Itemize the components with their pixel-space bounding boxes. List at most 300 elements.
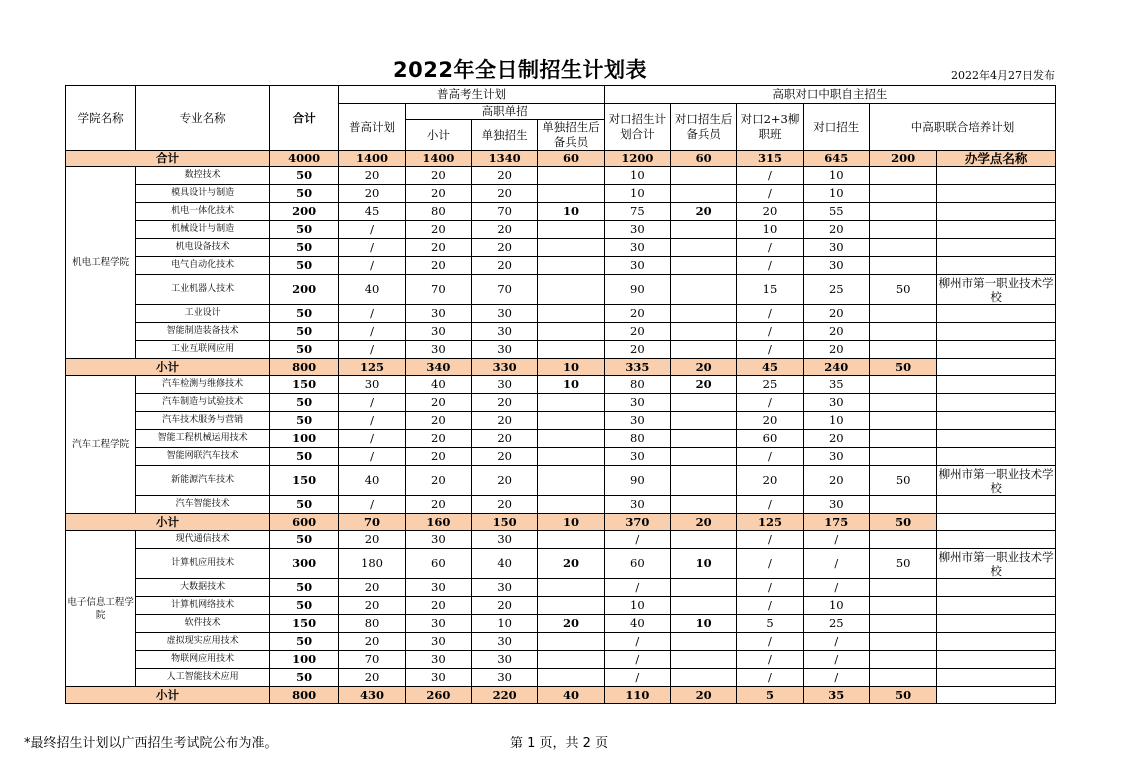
cell-xiaoji: 20 — [405, 597, 471, 615]
cell-total: 100 — [270, 430, 339, 448]
cell-total: 50 — [270, 257, 339, 275]
subtotal-cell: 50 — [869, 359, 936, 376]
cell-dk: 30 — [803, 239, 869, 257]
subtotal-label: 小计 — [66, 687, 270, 704]
table-row — [66, 203, 1056, 221]
cell-dkheji: 20 — [604, 305, 670, 323]
subtotal-cell: 260 — [405, 687, 471, 704]
table-row — [66, 323, 1056, 341]
cell-lh — [869, 221, 936, 239]
cell-total: 50 — [270, 221, 339, 239]
cell-dkbei — [670, 597, 736, 615]
cell-total: 50 — [270, 167, 339, 185]
cell-total: 50 — [270, 341, 339, 359]
site-name-header: 办学点名称 — [937, 151, 1056, 167]
cell-xiaoji: 30 — [405, 341, 471, 359]
major-name: 现代通信技术 — [136, 531, 270, 549]
cell-lh — [869, 167, 936, 185]
header-putong-plan: 普高考生计划 — [339, 86, 604, 104]
cell-dk: 30 — [803, 496, 869, 514]
cell-lh: 50 — [869, 466, 936, 496]
cell-xiaoji: 80 — [405, 203, 471, 221]
cell-total: 50 — [270, 669, 339, 687]
college-name: 电子信息工程学院 — [66, 531, 136, 687]
header-duikou: 对口招生 — [803, 104, 869, 151]
grand-total-cell: 315 — [737, 151, 803, 167]
subtotal-cell: 70 — [339, 514, 405, 531]
cell-dk: 55 — [803, 203, 869, 221]
cell-danzhao: 30 — [472, 376, 538, 394]
site-name — [937, 597, 1056, 615]
cell-lz: 60 — [737, 430, 803, 448]
header-danzhao: 单独招生 — [472, 120, 538, 151]
site-name — [937, 323, 1056, 341]
site-name — [937, 221, 1056, 239]
cell-total: 50 — [270, 323, 339, 341]
cell-pugao: 20 — [339, 167, 405, 185]
cell-danzhao: 20 — [472, 597, 538, 615]
cell-dk: 30 — [803, 394, 869, 412]
site-name — [937, 531, 1056, 549]
cell-pugao: 30 — [339, 376, 405, 394]
cell-xiaoji: 20 — [405, 496, 471, 514]
cell-xiaoji: 20 — [405, 412, 471, 430]
major-name: 人工智能技术应用 — [136, 669, 270, 687]
cell-lz: / — [737, 167, 803, 185]
subtotal-cell: 50 — [869, 687, 936, 704]
cell-lh — [869, 412, 936, 430]
grand-total-cell: 1400 — [405, 151, 471, 167]
cell-danbei — [538, 531, 604, 549]
site-name — [937, 412, 1056, 430]
subtotal-row — [66, 359, 1056, 376]
major-name: 汽车智能技术 — [136, 496, 270, 514]
major-name: 数控技术 — [136, 167, 270, 185]
cell-dkbei — [670, 633, 736, 651]
cell-lh — [869, 496, 936, 514]
site-name — [937, 239, 1056, 257]
cell-dkbei — [670, 466, 736, 496]
table-row — [66, 305, 1056, 323]
site-name — [937, 167, 1056, 185]
cell-lh — [869, 203, 936, 221]
cell-dk: / — [803, 549, 869, 579]
grand-total-cell: 1200 — [604, 151, 670, 167]
cell-xiaoji: 30 — [405, 669, 471, 687]
cell-xiaoji: 30 — [405, 633, 471, 651]
cell-danbei — [538, 579, 604, 597]
table-row — [66, 239, 1056, 257]
cell-dkbei: 20 — [670, 203, 736, 221]
table-row — [66, 394, 1056, 412]
site-name — [937, 305, 1056, 323]
subtotal-cell: 340 — [405, 359, 471, 376]
cell-danzhao: 20 — [472, 394, 538, 412]
cell-danbei — [538, 305, 604, 323]
cell-pugao: 180 — [339, 549, 405, 579]
cell-dk: / — [803, 651, 869, 669]
site-name: 柳州市第一职业技术学校 — [938, 466, 1054, 495]
cell-total: 50 — [270, 579, 339, 597]
cell-lz: 20 — [737, 466, 803, 496]
cell-xiaoji: 20 — [405, 239, 471, 257]
cell-danzhao: 20 — [472, 257, 538, 275]
cell-dkbei — [670, 257, 736, 275]
college-name: 机电工程学院 — [66, 167, 136, 359]
cell-danzhao: 10 — [472, 615, 538, 633]
subtotal-label: 小计 — [66, 359, 270, 376]
cell-lh — [869, 579, 936, 597]
header-liuzhi-class: 对口2+3柳职班 — [737, 104, 803, 151]
cell-danzhao: 30 — [472, 341, 538, 359]
cell-dkheji: 40 — [604, 615, 670, 633]
cell-xiaoji: 30 — [405, 615, 471, 633]
cell-dkbei — [670, 412, 736, 430]
cell-dkheji: 30 — [604, 239, 670, 257]
site-name — [937, 651, 1056, 669]
subtotal-site-blank — [937, 359, 1056, 376]
cell-xiaoji: 30 — [405, 531, 471, 549]
grand-total-row — [66, 151, 1056, 167]
cell-danzhao: 20 — [472, 448, 538, 466]
cell-xiaoji: 20 — [405, 448, 471, 466]
footnote: *最终招生计划以广西招生考试院公布为准。 — [24, 736, 278, 751]
major-name: 计算机网络技术 — [136, 597, 270, 615]
table-row — [66, 669, 1056, 687]
grand-total-cell: 1400 — [339, 151, 405, 167]
cell-danbei — [538, 167, 604, 185]
cell-lz: / — [737, 239, 803, 257]
cell-xiaoji: 70 — [405, 275, 471, 305]
cell-danzhao: 40 — [472, 549, 538, 579]
cell-dkheji: 75 — [604, 203, 670, 221]
cell-dkbei — [670, 323, 736, 341]
cell-lz: / — [737, 496, 803, 514]
cell-danbei — [538, 633, 604, 651]
cell-lh — [869, 394, 936, 412]
header-duikou-beibing: 对口招生后备兵员 — [670, 104, 736, 151]
cell-dkbei — [670, 275, 736, 305]
cell-xiaoji: 20 — [405, 394, 471, 412]
cell-total: 200 — [270, 275, 339, 305]
subtotal-cell: 50 — [869, 514, 936, 531]
subtotal-site-blank — [937, 514, 1056, 531]
cell-lh — [869, 448, 936, 466]
cell-danbei — [538, 430, 604, 448]
cell-pugao: 70 — [339, 651, 405, 669]
major-name: 汽车检测与维修技术 — [136, 376, 270, 394]
cell-xiaoji: 30 — [405, 323, 471, 341]
cell-dk: / — [803, 579, 869, 597]
cell-total: 50 — [270, 597, 339, 615]
cell-pugao: / — [339, 341, 405, 359]
cell-dk: 10 — [803, 412, 869, 430]
site-name — [937, 496, 1056, 514]
cell-danbei: 10 — [538, 203, 604, 221]
cell-danbei — [538, 466, 604, 496]
cell-dkheji: 30 — [604, 412, 670, 430]
cell-lz: / — [737, 651, 803, 669]
site-name — [937, 448, 1056, 466]
cell-pugao: 40 — [339, 466, 405, 496]
cell-dkheji: 80 — [604, 376, 670, 394]
cell-total: 150 — [270, 615, 339, 633]
cell-pugao: / — [339, 394, 405, 412]
cell-xiaoji: 30 — [405, 651, 471, 669]
cell-dkbei — [670, 579, 736, 597]
cell-dkheji: / — [604, 669, 670, 687]
site-name — [937, 257, 1056, 275]
cell-dkbei: 10 — [670, 549, 736, 579]
cell-dk: 20 — [803, 305, 869, 323]
major-name: 工业互联网应用 — [136, 341, 270, 359]
cell-danzhao: 30 — [472, 531, 538, 549]
site-name: 柳州市第一职业技术学校 — [938, 275, 1054, 304]
cell-dk: 25 — [803, 615, 869, 633]
subtotal-cell: 800 — [270, 687, 339, 704]
cell-dk: / — [803, 531, 869, 549]
subtotal-cell: 430 — [339, 687, 405, 704]
grand-total-cell: 4000 — [270, 151, 339, 167]
cell-danbei: 20 — [538, 615, 604, 633]
major-name: 机电一体化技术 — [136, 203, 270, 221]
grand-total-cell: 60 — [670, 151, 736, 167]
cell-pugao: / — [339, 496, 405, 514]
subtotal-cell: 800 — [270, 359, 339, 376]
cell-total: 50 — [270, 394, 339, 412]
cell-xiaoji: 60 — [405, 549, 471, 579]
subtotal-label: 小计 — [66, 514, 270, 531]
cell-lz: / — [737, 394, 803, 412]
cell-lz: / — [737, 305, 803, 323]
cell-lz: / — [737, 633, 803, 651]
major-name: 计算机应用技术 — [136, 549, 270, 579]
subtotal-cell: 10 — [538, 514, 604, 531]
cell-danbei — [538, 597, 604, 615]
table-row — [66, 430, 1056, 448]
cell-dkbei — [670, 341, 736, 359]
cell-dkbei — [670, 669, 736, 687]
header-major: 专业名称 — [136, 86, 270, 151]
subtotal-row — [66, 687, 1056, 704]
cell-total: 200 — [270, 203, 339, 221]
subtotal-cell: 125 — [339, 359, 405, 376]
table-row — [66, 341, 1056, 359]
table-row — [66, 496, 1056, 514]
cell-xiaoji: 20 — [405, 167, 471, 185]
major-name: 汽车技术服务与营销 — [136, 412, 270, 430]
major-name: 新能源汽车技术 — [136, 466, 270, 496]
cell-dkheji: 90 — [604, 275, 670, 305]
subtotal-cell: 240 — [803, 359, 869, 376]
site-name — [937, 633, 1056, 651]
cell-dkbei — [670, 496, 736, 514]
major-name: 工业机器人技术 — [136, 275, 270, 305]
cell-danbei — [538, 257, 604, 275]
cell-lh — [869, 376, 936, 394]
cell-dk: 20 — [803, 430, 869, 448]
cell-dkbei — [670, 531, 736, 549]
cell-lz: 10 — [737, 221, 803, 239]
site-name — [937, 430, 1056, 448]
cell-dk: 10 — [803, 167, 869, 185]
cell-pugao: / — [339, 305, 405, 323]
cell-lh — [869, 341, 936, 359]
page-info: 第 1 页，共 2 页 — [510, 736, 609, 751]
major-name: 电气自动化技术 — [136, 257, 270, 275]
cell-pugao: 20 — [339, 597, 405, 615]
table-row — [66, 448, 1056, 466]
site-name: 柳州市第一职业技术学校 — [938, 549, 1054, 578]
major-name: 智能制造装备技术 — [136, 323, 270, 341]
cell-danbei — [538, 412, 604, 430]
cell-dk: / — [803, 633, 869, 651]
cell-danzhao: 20 — [472, 239, 538, 257]
cell-xiaoji: 20 — [405, 466, 471, 496]
cell-danzhao: 30 — [472, 669, 538, 687]
cell-dkheji: 30 — [604, 448, 670, 466]
grand-total-cell: 200 — [869, 151, 936, 167]
cell-xiaoji: 20 — [405, 185, 471, 203]
table-row — [66, 597, 1056, 615]
cell-lh: 50 — [869, 549, 936, 579]
subtotal-cell: 10 — [538, 359, 604, 376]
subtotal-row — [66, 514, 1056, 531]
major-name: 虚拟现实应用技术 — [136, 633, 270, 651]
subtotal-cell: 160 — [405, 514, 471, 531]
cell-danbei — [538, 669, 604, 687]
cell-pugao: 20 — [339, 579, 405, 597]
cell-pugao: / — [339, 412, 405, 430]
cell-pugao: 80 — [339, 615, 405, 633]
cell-pugao: 20 — [339, 633, 405, 651]
cell-dkbei — [670, 448, 736, 466]
cell-danzhao: 20 — [472, 221, 538, 239]
cell-danzhao: 30 — [472, 305, 538, 323]
cell-lh — [869, 305, 936, 323]
cell-danbei — [538, 239, 604, 257]
cell-danzhao: 70 — [472, 275, 538, 305]
grand-total-cell: 1340 — [472, 151, 538, 167]
cell-pugao: 40 — [339, 275, 405, 305]
cell-dkheji: / — [604, 531, 670, 549]
cell-dk: 25 — [803, 275, 869, 305]
cell-danzhao: 30 — [472, 651, 538, 669]
subtotal-cell: 125 — [737, 514, 803, 531]
subtotal-cell: 110 — [604, 687, 670, 704]
cell-pugao: 45 — [339, 203, 405, 221]
cell-pugao: / — [339, 323, 405, 341]
cell-danzhao: 20 — [472, 185, 538, 203]
major-name: 机电设备技术 — [136, 239, 270, 257]
cell-danzhao: 20 — [472, 466, 538, 496]
header-pugao-plan: 普高计划 — [339, 104, 405, 151]
cell-pugao: / — [339, 221, 405, 239]
cell-danbei — [538, 651, 604, 669]
cell-xiaoji: 40 — [405, 376, 471, 394]
cell-total: 50 — [270, 239, 339, 257]
cell-pugao: / — [339, 257, 405, 275]
cell-danbei: 20 — [538, 549, 604, 579]
subtotal-cell: 150 — [472, 514, 538, 531]
subtotal-cell: 370 — [604, 514, 670, 531]
cell-dkheji: 20 — [604, 341, 670, 359]
cell-lz: / — [737, 185, 803, 203]
cell-danbei — [538, 394, 604, 412]
site-name — [937, 203, 1056, 221]
cell-dkbei: 10 — [670, 615, 736, 633]
cell-total: 100 — [270, 651, 339, 669]
cell-lh — [869, 633, 936, 651]
cell-xiaoji: 20 — [405, 221, 471, 239]
cell-dkbei — [670, 651, 736, 669]
cell-pugao: 20 — [339, 531, 405, 549]
cell-dkheji: / — [604, 633, 670, 651]
subtotal-cell: 40 — [538, 687, 604, 704]
cell-total: 50 — [270, 633, 339, 651]
cell-dkbei — [670, 394, 736, 412]
major-name: 软件技术 — [136, 615, 270, 633]
cell-dkheji: 60 — [604, 549, 670, 579]
cell-lh — [869, 597, 936, 615]
cell-danzhao: 30 — [472, 579, 538, 597]
table-row — [66, 257, 1056, 275]
cell-danbei — [538, 341, 604, 359]
cell-dkheji: 90 — [604, 466, 670, 496]
enrollment-plan-table — [65, 85, 1056, 704]
site-name — [937, 615, 1056, 633]
cell-danzhao: 70 — [472, 203, 538, 221]
cell-xiaoji: 20 — [405, 257, 471, 275]
table-row — [66, 412, 1056, 430]
subtotal-cell: 220 — [472, 687, 538, 704]
header-gaozhi-danzhao: 高职单招 — [405, 104, 604, 120]
header-lianhe-plan: 中高职联合培养计划 — [869, 104, 1055, 151]
grand-total-cell: 645 — [803, 151, 869, 167]
table-row — [66, 466, 1056, 496]
header-danzhao-beibing: 单独招生后备兵员 — [538, 120, 604, 151]
major-name: 智能网联汽车技术 — [136, 448, 270, 466]
cell-total: 50 — [270, 448, 339, 466]
cell-dkheji: 30 — [604, 496, 670, 514]
cell-dkbei — [670, 185, 736, 203]
cell-dk: 20 — [803, 221, 869, 239]
cell-lh — [869, 430, 936, 448]
cell-dk: 10 — [803, 185, 869, 203]
cell-dkheji: 30 — [604, 257, 670, 275]
cell-total: 50 — [270, 185, 339, 203]
major-name: 机械设计与制造 — [136, 221, 270, 239]
header-college: 学院名称 — [66, 86, 136, 151]
cell-dk: 10 — [803, 597, 869, 615]
cell-danbei — [538, 323, 604, 341]
cell-danbei — [538, 185, 604, 203]
table-row — [66, 633, 1056, 651]
cell-dkbei — [670, 305, 736, 323]
cell-total: 50 — [270, 305, 339, 323]
table-row — [66, 615, 1056, 633]
cell-dk: 20 — [803, 341, 869, 359]
cell-lz: 20 — [737, 203, 803, 221]
cell-total: 50 — [270, 412, 339, 430]
header-total: 合计 — [270, 86, 339, 151]
table-row — [66, 549, 1056, 579]
cell-dkheji: 30 — [604, 394, 670, 412]
cell-lz: / — [737, 549, 803, 579]
major-name: 模具设计与制造 — [136, 185, 270, 203]
site-name — [937, 579, 1056, 597]
cell-dkbei: 20 — [670, 376, 736, 394]
